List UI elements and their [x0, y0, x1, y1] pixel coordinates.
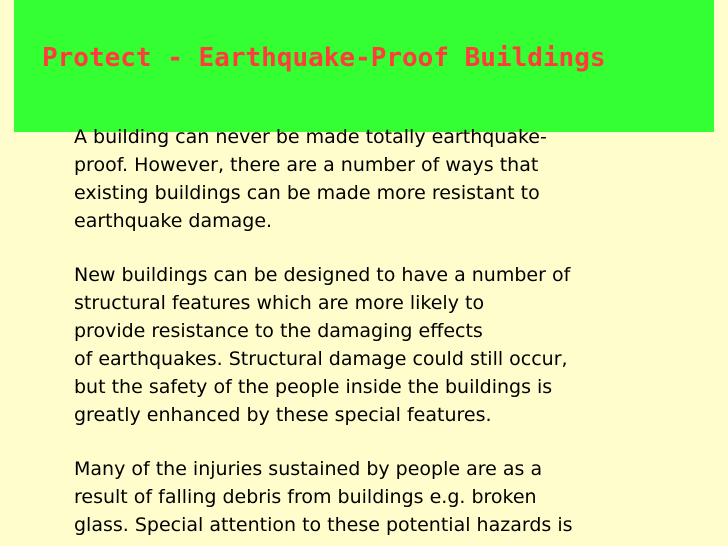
- paragraph-3-line-2: result of falling debris from buildings e.g. broken: [74, 486, 537, 508]
- title-bar: [14, 0, 714, 132]
- paragraph-2-line-4: of earthquakes. Structural damage could still occur,: [74, 348, 568, 370]
- paragraph-2-line-2: structural features which are more likely to: [74, 292, 485, 314]
- paragraph-1-line-1: A building can never be made totally earthquake-: [74, 126, 547, 148]
- slide-title: Protect - Earthquake-Proof Buildings: [42, 43, 606, 73]
- paragraph-2-line-3: provide resistance to the damaging effects: [74, 320, 483, 342]
- paragraph-3-line-3: glass. Special attention to these potential hazards is: [74, 514, 573, 536]
- paragraph-2: [74, 261, 714, 429]
- paragraph-1-line-2: proof. However, there are a number of ways that: [74, 154, 539, 176]
- paragraph-1: [74, 123, 714, 235]
- slide-body: [74, 123, 714, 546]
- paragraph-3: [74, 455, 714, 539]
- paragraph-2-line-5: but the safety of the people inside the buildings is: [74, 376, 553, 398]
- paragraph-3-line-1: Many of the injuries sustained by people are as a: [74, 458, 543, 480]
- paragraph-2-line-1: New buildings can be designed to have a number of: [74, 264, 571, 286]
- paragraph-1-line-4: earthquake damage.: [74, 210, 273, 232]
- paragraph-2-line-6: greatly enhanced by these special features.: [74, 404, 492, 426]
- paragraph-1-line-3: existing buildings can be made more resistant to: [74, 182, 540, 204]
